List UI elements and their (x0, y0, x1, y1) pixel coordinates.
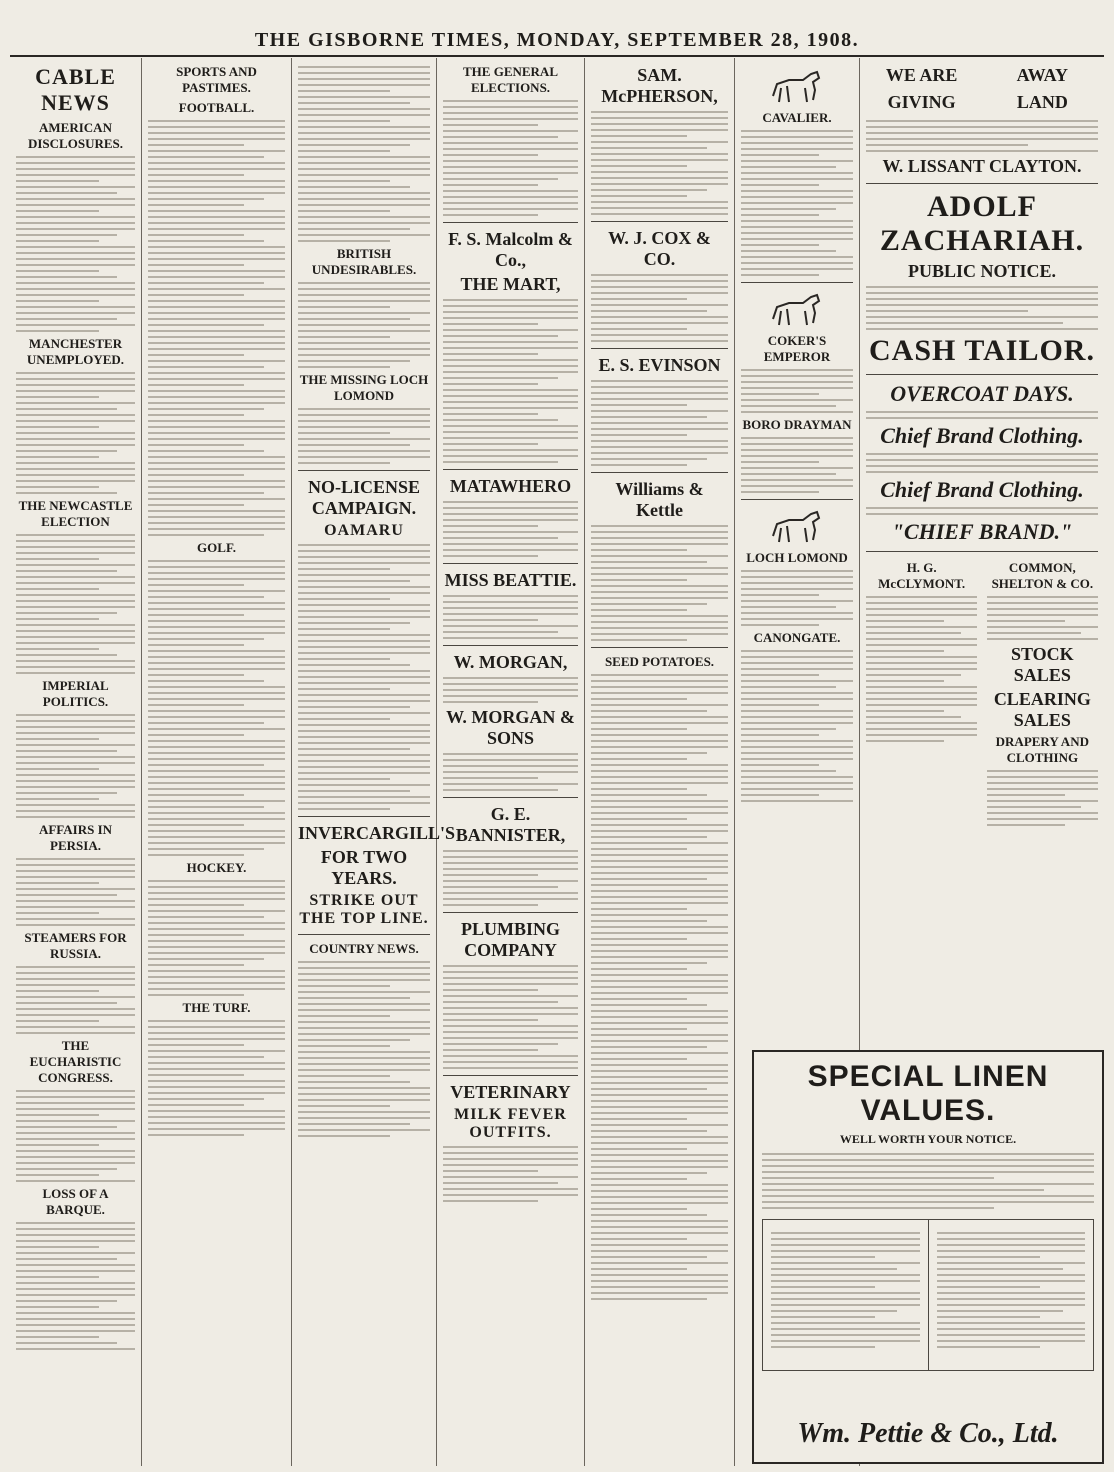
col3-subhead: COUNTRY NEWS. (309, 941, 419, 956)
col4-ad: THE MART, (460, 274, 561, 294)
col2-subhead: THE TURF. (182, 1000, 251, 1015)
col4-ad: W. MORGAN, (453, 652, 568, 672)
col7-ad: CLEARING SALES (993, 689, 1091, 730)
masthead (10, 22, 1104, 57)
col2-subhead: FOOTBALL. (178, 100, 255, 115)
col1-subhead: LOSS OF A BARQUE. (42, 1186, 109, 1217)
column-2 (142, 58, 292, 1466)
col4-ad: MATAWHERO (449, 476, 572, 496)
col7-ad: W. LISSANT CLAYTON. (882, 156, 1082, 176)
col6-ad: COKER'S EMPEROR (763, 333, 831, 364)
sports-heading: SPORTS AND PASTIMES. (176, 64, 257, 95)
general-elections-heading: THE GENERAL ELECTIONS. (463, 64, 558, 95)
col1-subhead: AFFAIRS IN PERSIA. (38, 822, 113, 853)
col6-ad: CAVALIER. (762, 110, 832, 125)
col7-ad: CASH TAILOR. (869, 334, 1095, 367)
column-3 (292, 58, 456, 1466)
col3-subhead: BRITISH UNDESIRABLES. (311, 246, 417, 277)
col7-ad: "CHIEF BRAND." (891, 519, 1073, 544)
linen-table (762, 1219, 1094, 1371)
col7-ad: WE ARE (885, 65, 958, 85)
col1-subhead: IMPERIAL POLITICS. (42, 678, 109, 709)
horse-illustration (767, 66, 827, 106)
horse-illustration (767, 289, 827, 329)
col3-ad: INVERCARGILL'S (298, 823, 456, 843)
col4-ad: F. S. Malcolm & Co., (448, 229, 573, 270)
col7-ad: LAND (1016, 92, 1068, 112)
column-1 (10, 58, 142, 1466)
col6-ad: CANONGATE. (753, 630, 841, 645)
col3-ad: NO-LICENSE CAMPAIGN. (307, 477, 421, 518)
col7-ad: AWAY (1016, 65, 1068, 85)
col4-ad: VETERINARY (450, 1082, 571, 1102)
column-4 (437, 58, 585, 1466)
col5-ad: W. J. COX & CO. (608, 228, 711, 269)
col7-ad: Chief Brand Clothing. (880, 423, 1084, 448)
col4-ad: MILK FEVER OUTFITS. (454, 1106, 567, 1141)
col7-ad: H. G. McCLYMONT. (878, 560, 966, 591)
linen-subtitle: WELL WORTH YOUR NOTICE. (839, 1132, 1017, 1146)
column-5 (585, 58, 735, 1466)
col6-ad: BORO DRAYMAN (742, 417, 852, 432)
col7-ad: STOCK SALES (1010, 644, 1074, 685)
col5-ad: E. S. EVINSON (598, 355, 721, 375)
col7-ad: ADOLF ZACHARIAH. (879, 190, 1085, 257)
col5-ad: Williams & Kettle (615, 479, 704, 520)
masthead-rule (10, 55, 1104, 56)
col7-ad: COMMON, SHELTON & CO. (991, 560, 1094, 591)
col1-subhead: STEAMERS FOR RUSSIA. (24, 930, 127, 961)
col4-ad: PLUMBING COMPANY (461, 919, 560, 960)
horse-illustration (767, 506, 827, 546)
col2-subhead: HOCKEY. (186, 860, 247, 875)
linen-signature: Wm. Pettie & Co., Ltd. (797, 1418, 1059, 1449)
newspaper-title: THE GISBORNE TIMES, MONDAY, SEPTEMBER 28, 1908. (254, 29, 860, 51)
col7-ad: PUBLIC NOTICE. (907, 261, 1057, 281)
cable-news-heading: CABLE NEWS (35, 64, 116, 115)
col6-ad: LOCH LOMOND (746, 550, 848, 565)
col7-ad: OVERCOAT DAYS. (890, 381, 1074, 406)
col7-ad: GIVING (887, 92, 956, 112)
col2-subhead: GOLF. (197, 540, 236, 555)
col1-subhead: THE EUCHARISTIC CONGRESS. (29, 1038, 122, 1085)
col1-subhead: AMERICAN DISCLOSURES. (27, 120, 123, 151)
col1-subhead: THE NEWCASTLE ELECTION (18, 498, 133, 529)
col5-ad: SAM. McPHERSON, (601, 65, 718, 106)
col3-ad: STRIKE OUT THE TOP LINE. (299, 892, 429, 927)
special-linen-values-ad (752, 1050, 1104, 1464)
col4-ad: G. E. BANNISTER, (455, 804, 566, 845)
col1-subhead: MANCHESTER UNEMPLOYED. (26, 336, 125, 367)
col4-ad: W. MORGAN & SONS (446, 707, 575, 748)
col3-ad: FOR TWO YEARS. (320, 847, 408, 888)
col5-subhead: SEED POTATOES. (604, 654, 715, 669)
col7-ad: DRAPERY AND CLOTHING (995, 734, 1089, 765)
col7-ad: Chief Brand Clothing. (880, 477, 1084, 502)
col3-subhead: THE MISSING LOCH LOMOND (299, 372, 429, 403)
linen-title: SPECIAL LINEN VALUES. (807, 1060, 1049, 1127)
col4-ad: MISS BEATTIE. (444, 570, 577, 590)
col3-ad: OAMARU (324, 522, 404, 539)
